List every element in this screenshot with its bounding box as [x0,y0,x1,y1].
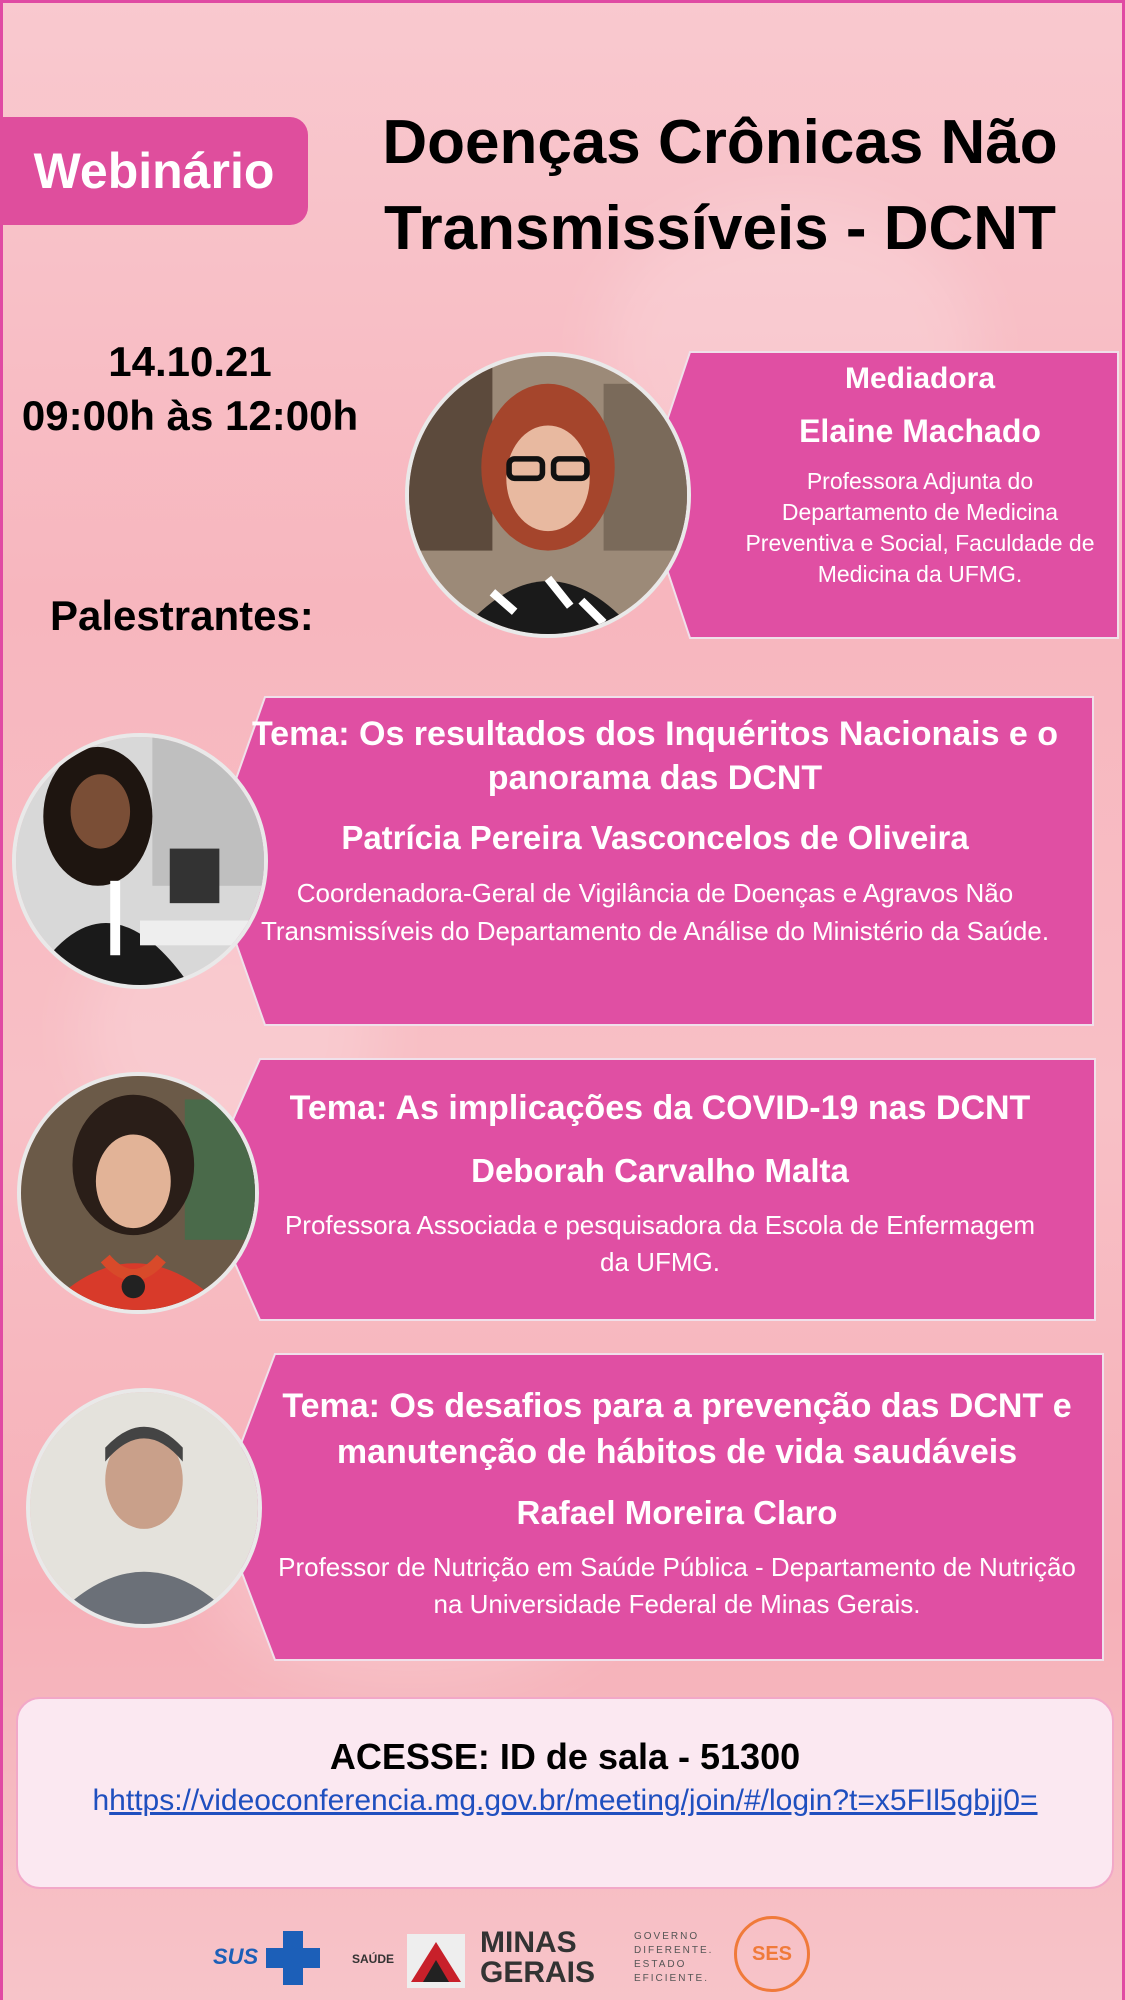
speaker-2-theme: Tema: As implicações da COVID-19 nas DCNT [289,1089,1031,1127]
meeting-link[interactable] [18,1784,1112,1818]
title-line-1: Doenças Crônicas Não [382,108,1058,177]
governo-line-3: ESTADO [634,1959,687,1970]
speaker-3-photo [26,1388,262,1628]
speaker-1-name: Patrícia Pereira Vasconcelos de Oliveira [341,819,969,856]
webinar-badge: Webinário [0,117,308,225]
minas-word: MINAS [480,1926,577,1959]
meeting-link-prefix: h [92,1784,110,1817]
speaker-1-description: Coordenadora-Geral de Vigilância de Doenças e Agravos Não Transmissíveis do Departamento de Análise do Ministério da Saúde. [260,878,1050,946]
sus-logo-text: SUS [213,1944,259,1969]
moderator-panel [740,358,1100,590]
moderator-name: Elaine Machado [799,413,1041,449]
saude-label: SAÚDE [352,1952,395,1966]
sus-cross-icon [262,1927,324,1989]
meeting-link-url[interactable]: https://videoconferencia.mg.gov.br/meeting/join/#/login?t=x5FIl5gbjj0= [109,1784,1038,1817]
speakers-heading: Palestrantes: [50,592,314,639]
moderator-role: Mediadora [844,362,996,395]
gerais-word: GERAIS [480,1956,596,1989]
speaker-1-photo [12,733,268,989]
ses-seal-logo: SES [734,1916,810,1992]
speaker-2-photo [17,1072,259,1314]
speaker-3-name: Rafael Moreira Claro [516,1494,838,1531]
speaker-1-panel [230,712,1080,950]
speaker-3-description: Professor de Nutrição em Saúde Pública - Departamento de Nutrição na Universidade Federal de Minas Gerais. [278,1552,1076,1619]
governo-line-2: DIFERENTE. [634,1945,714,1956]
minas-gerais-emblem-icon [407,1934,465,1988]
page-title [340,100,1100,272]
moderator-photo [405,352,691,638]
access-title: ACESSE: ID de sala - 51300 [329,1736,801,1777]
speaker-2-description: Professora Associada e pesquisadora da Escola de Enfermagem da UFMG. [284,1210,1036,1277]
governo-line-4: EFICIENTE. [634,1973,710,1984]
footer-logos [0,1910,1125,2000]
governo-line-1: GOVERNO [634,1931,700,1942]
event-date: 14.10.21 [108,338,272,385]
event-time: 09:00h às 12:00h [21,392,359,439]
moderator-description: Professora Adjunta do Departamento de Medicina Preventiva e Social, Faculdade de Medicina da UFMG. [745,468,1095,587]
speaker-1-theme: Tema: Os resultados dos Inquéritos Nacionais e o panorama das DCNT [251,715,1059,797]
speaker-3-panel [262,1383,1092,1623]
event-date-time [10,335,370,443]
title-line-2: Transmissíveis - DCNT [384,194,1056,263]
speaker-2-panel [240,1085,1080,1281]
speaker-2-name: Deborah Carvalho Malta [471,1152,849,1189]
minas-gerais-logo-text [480,1928,595,1988]
governo-slogan [634,1930,713,1986]
speaker-3-theme: Tema: Os desafios para a prevenção das DCNT e manutenção de hábitos de vida saudáveis [282,1387,1072,1471]
access-box [16,1697,1114,1889]
